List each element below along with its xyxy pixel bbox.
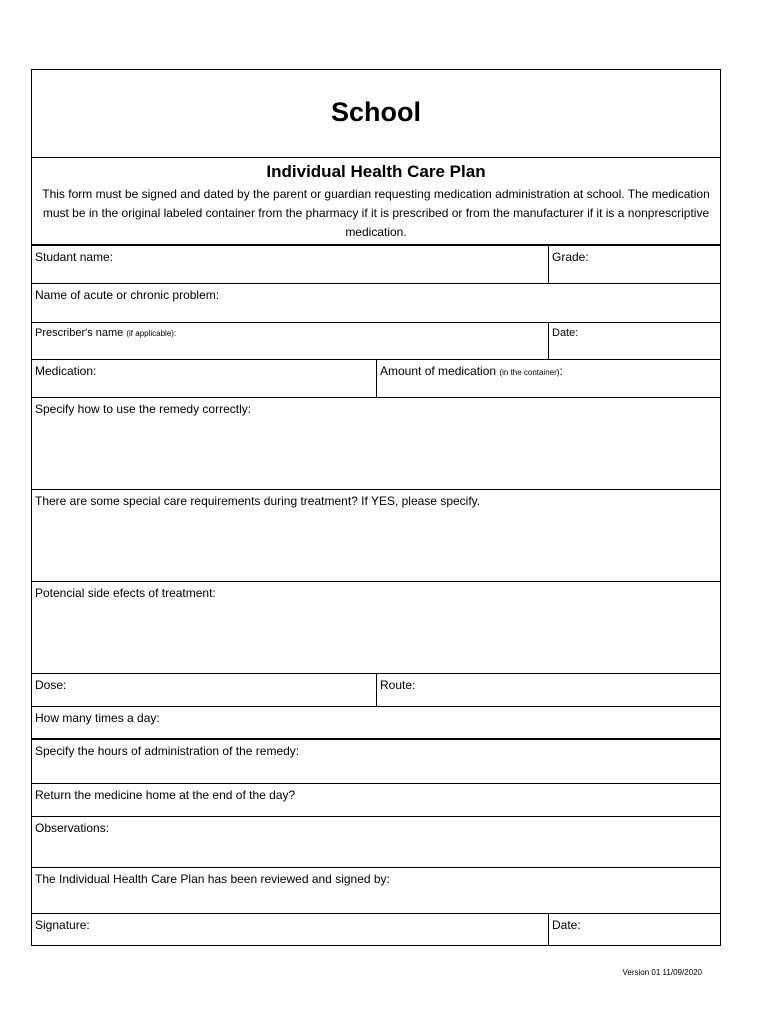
prescriber-date-label: Date: <box>552 327 579 339</box>
problem-row <box>32 283 720 322</box>
problem-label: Name of acute or chronic problem: <box>35 288 220 302</box>
prescriber-label <box>35 327 176 339</box>
hours-field[interactable] <box>32 740 720 783</box>
special-care-field[interactable] <box>32 490 720 581</box>
hours-row <box>32 738 720 783</box>
medication-row <box>32 359 720 397</box>
times-row <box>32 706 720 738</box>
grade-field[interactable] <box>548 246 720 283</box>
signature-label: Signature: <box>35 918 90 932</box>
side-effects-label: Potencial side efects of treatment: <box>35 586 216 600</box>
route-field[interactable] <box>376 674 720 706</box>
return-field[interactable] <box>32 784 720 816</box>
dose-label: Dose: <box>35 678 67 692</box>
prescriber-note: (if applicable): <box>126 329 177 338</box>
how-to-use-field[interactable] <box>32 398 720 489</box>
return-label: Return the medicine home at the end of the day? <box>35 788 296 802</box>
signature-date-field[interactable] <box>548 914 720 945</box>
side-effects-row <box>32 581 720 673</box>
observations-field[interactable] <box>32 817 720 867</box>
form-title: Individual Health Care Plan <box>266 162 486 181</box>
dose-field[interactable] <box>32 674 376 706</box>
how-to-use-label: Specify how to use the remedy correctly: <box>35 402 252 416</box>
reviewed-field[interactable] <box>32 868 720 913</box>
observations-label: Observations: <box>35 821 110 835</box>
signature-date-label: Date: <box>552 918 581 932</box>
amount-field[interactable] <box>376 360 720 397</box>
health-care-plan-form <box>31 69 721 946</box>
amount-text: Amount of medication <box>380 364 497 378</box>
school-title-row <box>32 70 720 157</box>
special-care-label: There are some special care requirements during treatment? If YES, please specify. <box>35 494 481 508</box>
medication-label: Medication: <box>35 364 97 378</box>
intro-text: This form must be signed and dated by the parent or guardian requesting medication administration at school. The medication must be in the original labeled container from the pharmacy if it is prescribed or from the manufacturer if it is a nonprescriptive medication. <box>42 187 710 239</box>
times-field[interactable] <box>32 707 720 738</box>
student-name-label: Studant name: <box>35 250 114 264</box>
reviewed-row <box>32 867 720 913</box>
reviewed-label: The Individual Health Care Plan has been reviewed and signed by: <box>35 872 390 886</box>
how-to-use-row <box>32 397 720 489</box>
student-row <box>32 244 720 283</box>
observations-row <box>32 816 720 867</box>
dose-row <box>32 673 720 706</box>
prescriber-date-field[interactable] <box>548 323 720 359</box>
prescriber-field[interactable] <box>32 323 548 359</box>
times-label: How many times a day: <box>35 711 160 725</box>
medication-field[interactable] <box>32 360 376 397</box>
school-title: School <box>330 97 421 127</box>
form-header-row <box>32 157 720 244</box>
problem-field[interactable] <box>32 284 720 322</box>
special-care-row <box>32 489 720 581</box>
signature-field[interactable] <box>32 914 548 945</box>
grade-label: Grade: <box>552 250 589 264</box>
amount-note: (in the container) <box>499 368 560 377</box>
prescriber-text: Prescriber's name <box>35 327 124 339</box>
return-row <box>32 783 720 816</box>
student-name-field[interactable] <box>32 246 548 283</box>
side-effects-field[interactable] <box>32 582 720 673</box>
signature-row <box>32 913 720 945</box>
hours-label: Specify the hours of administration of the remedy: <box>35 744 300 758</box>
amount-colon: : <box>559 364 563 378</box>
prescriber-row <box>32 322 720 359</box>
amount-label <box>380 364 563 378</box>
version-stamp: Version 01 11/09/2020 <box>622 968 702 977</box>
route-label: Route: <box>380 678 416 692</box>
